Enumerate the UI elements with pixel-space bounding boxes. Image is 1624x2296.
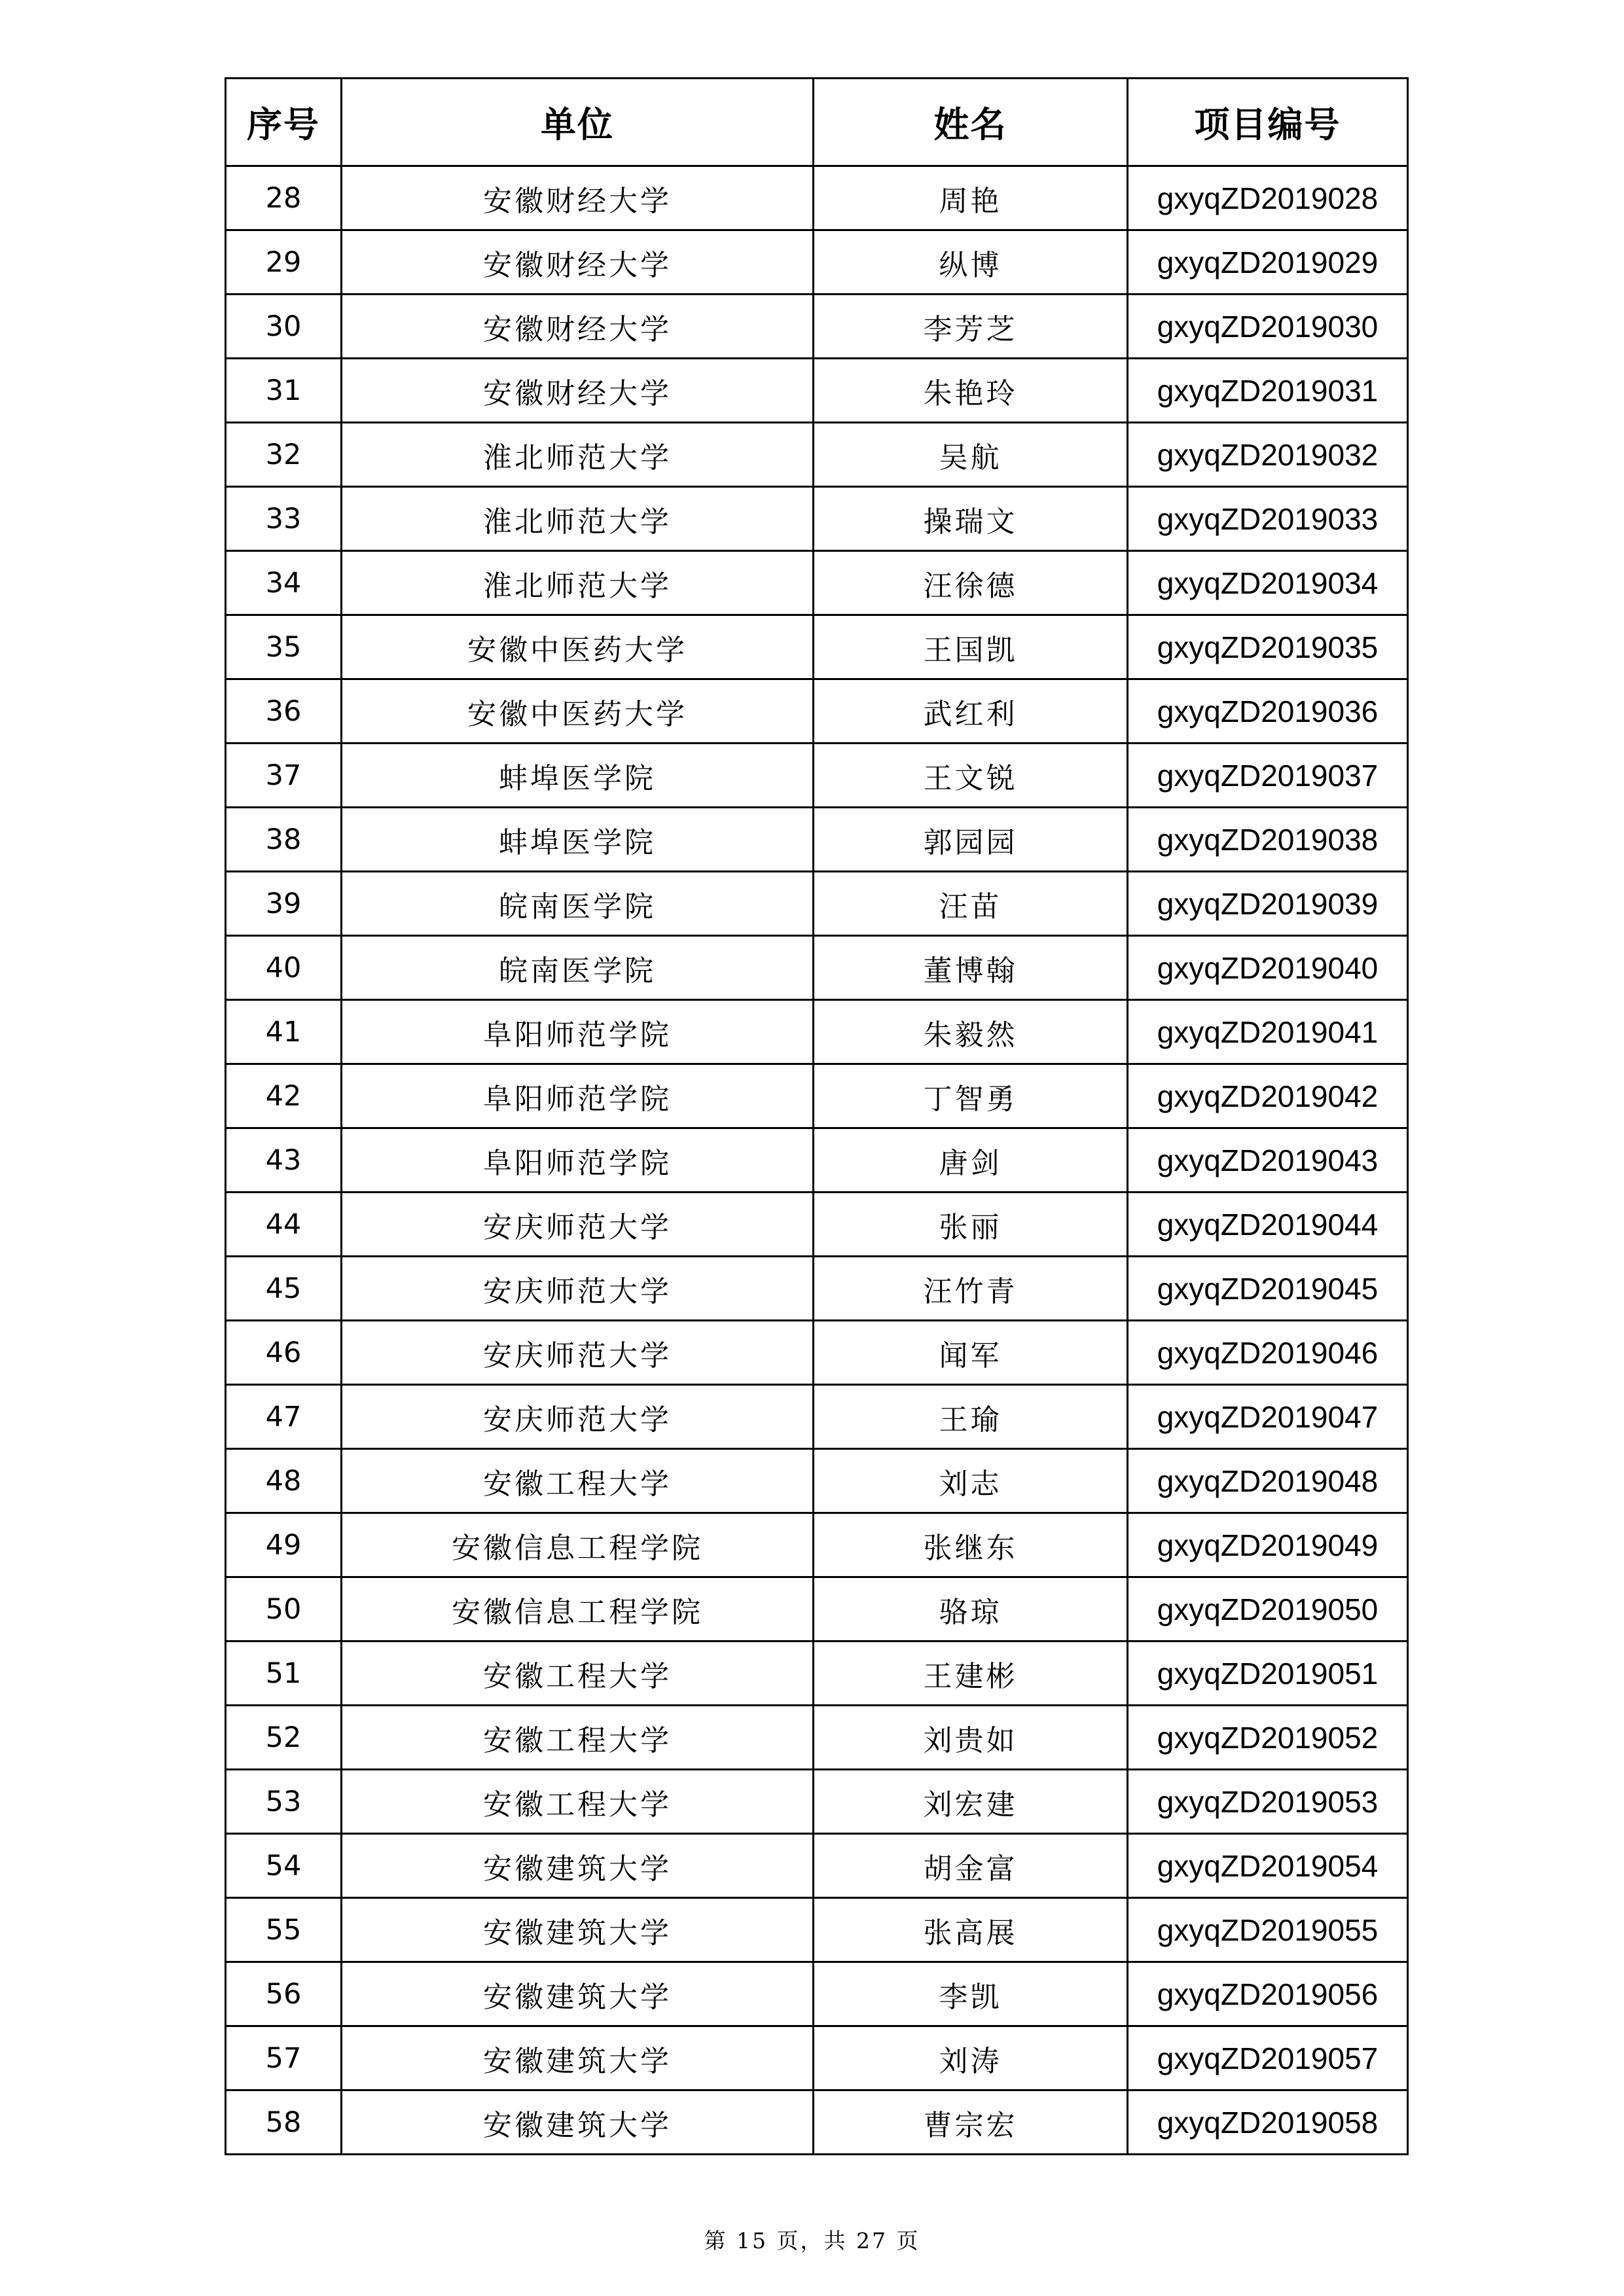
cell-code: gxyqZD2019051 xyxy=(1128,1641,1408,1706)
cell-name: 纵博 xyxy=(814,230,1128,295)
cell-seq: 52 xyxy=(226,1706,342,1770)
cell-unit: 安徽建筑大学 xyxy=(342,2090,814,2155)
page-number-footer: 第 15 页，共 27 页 xyxy=(704,2228,920,2253)
cell-name: 汪苗 xyxy=(814,872,1128,936)
cell-unit: 安徽中医药大学 xyxy=(342,615,814,679)
cell-unit: 蚌埠医学院 xyxy=(342,744,814,808)
cell-code: gxyqZD2019043 xyxy=(1128,1128,1408,1193)
cell-code: gxyqZD2019028 xyxy=(1128,166,1408,230)
header-seq: 序号 xyxy=(226,79,342,166)
cell-unit: 安徽中医药大学 xyxy=(342,679,814,744)
table-row xyxy=(226,1962,1408,2026)
table-row xyxy=(226,551,1408,615)
cell-name: 李芳芝 xyxy=(814,295,1128,359)
cell-seq: 35 xyxy=(226,615,342,679)
cell-seq: 44 xyxy=(226,1193,342,1257)
cell-unit: 安徽建筑大学 xyxy=(342,1962,814,2026)
table-row xyxy=(226,2090,1408,2155)
cell-seq: 49 xyxy=(226,1513,342,1577)
cell-seq: 42 xyxy=(226,1064,342,1128)
cell-seq: 58 xyxy=(226,2090,342,2155)
cell-seq: 31 xyxy=(226,359,342,423)
header-code: 项目编号 xyxy=(1128,79,1408,166)
table-row xyxy=(226,615,1408,679)
table-row xyxy=(226,1257,1408,1321)
table-row xyxy=(226,1513,1408,1577)
cell-seq: 50 xyxy=(226,1577,342,1641)
cell-unit: 皖南医学院 xyxy=(342,872,814,936)
cell-code: gxyqZD2019037 xyxy=(1128,744,1408,808)
cell-code: gxyqZD2019050 xyxy=(1128,1577,1408,1641)
header-name: 姓名 xyxy=(814,79,1128,166)
cell-code: gxyqZD2019047 xyxy=(1128,1385,1408,1449)
table-row xyxy=(226,295,1408,359)
table-row xyxy=(226,1641,1408,1706)
cell-code: gxyqZD2019045 xyxy=(1128,1257,1408,1321)
cell-name: 汪竹青 xyxy=(814,1257,1128,1321)
table-row xyxy=(226,744,1408,808)
cell-code: gxyqZD2019029 xyxy=(1128,230,1408,295)
cell-code: gxyqZD2019044 xyxy=(1128,1193,1408,1257)
table-row xyxy=(226,1064,1408,1128)
cell-name: 张高展 xyxy=(814,1898,1128,1962)
cell-seq: 33 xyxy=(226,487,342,551)
cell-name: 董博翰 xyxy=(814,936,1128,1000)
cell-unit: 淮北师范大学 xyxy=(342,423,814,487)
cell-code: gxyqZD2019053 xyxy=(1128,1770,1408,1834)
table-row xyxy=(226,1834,1408,1898)
cell-code: gxyqZD2019052 xyxy=(1128,1706,1408,1770)
cell-unit: 安庆师范大学 xyxy=(342,1257,814,1321)
table-row xyxy=(226,1321,1408,1385)
cell-name: 吴航 xyxy=(814,423,1128,487)
cell-code: gxyqZD2019040 xyxy=(1128,936,1408,1000)
table-body xyxy=(226,166,1408,2155)
table-row xyxy=(226,936,1408,1000)
table-row xyxy=(226,1449,1408,1513)
cell-code: gxyqZD2019055 xyxy=(1128,1898,1408,1962)
cell-seq: 43 xyxy=(226,1128,342,1193)
table-row xyxy=(226,1128,1408,1193)
table-row xyxy=(226,166,1408,230)
cell-name: 刘涛 xyxy=(814,2026,1128,2090)
cell-seq: 53 xyxy=(226,1770,342,1834)
cell-code: gxyqZD2019038 xyxy=(1128,808,1408,872)
cell-name: 王文锐 xyxy=(814,744,1128,808)
cell-unit: 安徽财经大学 xyxy=(342,295,814,359)
cell-code: gxyqZD2019036 xyxy=(1128,679,1408,744)
cell-seq: 51 xyxy=(226,1641,342,1706)
cell-code: gxyqZD2019058 xyxy=(1128,2090,1408,2155)
cell-unit: 阜阳师范学院 xyxy=(342,1128,814,1193)
cell-code: gxyqZD2019032 xyxy=(1128,423,1408,487)
cell-code: gxyqZD2019039 xyxy=(1128,872,1408,936)
cell-code: gxyqZD2019046 xyxy=(1128,1321,1408,1385)
cell-seq: 39 xyxy=(226,872,342,936)
cell-unit: 阜阳师范学院 xyxy=(342,1064,814,1128)
cell-name: 操瑞文 xyxy=(814,487,1128,551)
cell-unit: 安徽建筑大学 xyxy=(342,1834,814,1898)
cell-seq: 40 xyxy=(226,936,342,1000)
table-row xyxy=(226,1770,1408,1834)
cell-name: 王建彬 xyxy=(814,1641,1128,1706)
cell-seq: 46 xyxy=(226,1321,342,1385)
table-row xyxy=(226,230,1408,295)
project-list-table xyxy=(225,77,1409,2155)
cell-unit: 安徽工程大学 xyxy=(342,1706,814,1770)
table-row xyxy=(226,872,1408,936)
cell-unit: 安徽工程大学 xyxy=(342,1641,814,1706)
cell-unit: 安徽信息工程学院 xyxy=(342,1577,814,1641)
cell-name: 朱毅然 xyxy=(814,1000,1128,1064)
table-row xyxy=(226,487,1408,551)
cell-seq: 30 xyxy=(226,295,342,359)
cell-code: gxyqZD2019056 xyxy=(1128,1962,1408,2026)
cell-seq: 57 xyxy=(226,2026,342,2090)
cell-code: gxyqZD2019033 xyxy=(1128,487,1408,551)
cell-name: 周艳 xyxy=(814,166,1128,230)
cell-unit: 安徽建筑大学 xyxy=(342,1898,814,1962)
cell-name: 汪徐德 xyxy=(814,551,1128,615)
cell-name: 刘宏建 xyxy=(814,1770,1128,1834)
table-row xyxy=(226,1193,1408,1257)
cell-seq: 38 xyxy=(226,808,342,872)
cell-unit: 皖南医学院 xyxy=(342,936,814,1000)
cell-unit: 淮北师范大学 xyxy=(342,487,814,551)
cell-name: 唐剑 xyxy=(814,1128,1128,1193)
cell-name: 刘贵如 xyxy=(814,1706,1128,1770)
cell-unit: 安徽财经大学 xyxy=(342,166,814,230)
cell-name: 武红利 xyxy=(814,679,1128,744)
cell-seq: 34 xyxy=(226,551,342,615)
cell-seq: 36 xyxy=(226,679,342,744)
cell-unit: 安徽财经大学 xyxy=(342,359,814,423)
cell-code: gxyqZD2019030 xyxy=(1128,295,1408,359)
cell-name: 丁智勇 xyxy=(814,1064,1128,1128)
cell-code: gxyqZD2019049 xyxy=(1128,1513,1408,1577)
cell-seq: 32 xyxy=(226,423,342,487)
cell-code: gxyqZD2019054 xyxy=(1128,1834,1408,1898)
cell-code: gxyqZD2019031 xyxy=(1128,359,1408,423)
cell-name: 骆琼 xyxy=(814,1577,1128,1641)
table-row xyxy=(226,2026,1408,2090)
cell-unit: 安徽信息工程学院 xyxy=(342,1513,814,1577)
cell-name: 郭园园 xyxy=(814,808,1128,872)
cell-unit: 蚌埠医学院 xyxy=(342,808,814,872)
table-row xyxy=(226,1706,1408,1770)
table-row xyxy=(226,1000,1408,1064)
table-row xyxy=(226,423,1408,487)
cell-name: 王国凯 xyxy=(814,615,1128,679)
table-row xyxy=(226,1577,1408,1641)
table-row xyxy=(226,1898,1408,1962)
cell-seq: 28 xyxy=(226,166,342,230)
cell-seq: 29 xyxy=(226,230,342,295)
cell-seq: 48 xyxy=(226,1449,342,1513)
table-row xyxy=(226,808,1408,872)
cell-name: 朱艳玲 xyxy=(814,359,1128,423)
cell-name: 王瑜 xyxy=(814,1385,1128,1449)
cell-seq: 45 xyxy=(226,1257,342,1321)
cell-code: gxyqZD2019048 xyxy=(1128,1449,1408,1513)
cell-name: 张继东 xyxy=(814,1513,1128,1577)
cell-code: gxyqZD2019035 xyxy=(1128,615,1408,679)
table-row xyxy=(226,679,1408,744)
cell-name: 曹宗宏 xyxy=(814,2090,1128,2155)
cell-code: gxyqZD2019042 xyxy=(1128,1064,1408,1128)
cell-code: gxyqZD2019057 xyxy=(1128,2026,1408,2090)
cell-unit: 安庆师范大学 xyxy=(342,1321,814,1385)
cell-seq: 55 xyxy=(226,1898,342,1962)
cell-code: gxyqZD2019041 xyxy=(1128,1000,1408,1064)
cell-name: 李凯 xyxy=(814,1962,1128,2026)
cell-seq: 41 xyxy=(226,1000,342,1064)
cell-seq: 47 xyxy=(226,1385,342,1449)
cell-seq: 56 xyxy=(226,1962,342,2026)
cell-name: 闻军 xyxy=(814,1321,1128,1385)
cell-unit: 阜阳师范学院 xyxy=(342,1000,814,1064)
header-unit: 单位 xyxy=(342,79,814,166)
cell-name: 张丽 xyxy=(814,1193,1128,1257)
cell-name: 胡金富 xyxy=(814,1834,1128,1898)
table-row xyxy=(226,359,1408,423)
cell-seq: 37 xyxy=(226,744,342,808)
cell-unit: 安徽工程大学 xyxy=(342,1770,814,1834)
table-row xyxy=(226,1385,1408,1449)
table-header-row xyxy=(226,79,1408,166)
cell-unit: 淮北师范大学 xyxy=(342,551,814,615)
cell-name: 刘志 xyxy=(814,1449,1128,1513)
cell-unit: 安徽工程大学 xyxy=(342,1449,814,1513)
cell-unit: 安庆师范大学 xyxy=(342,1385,814,1449)
cell-unit: 安庆师范大学 xyxy=(342,1193,814,1257)
cell-seq: 54 xyxy=(226,1834,342,1898)
cell-code: gxyqZD2019034 xyxy=(1128,551,1408,615)
cell-unit: 安徽财经大学 xyxy=(342,230,814,295)
cell-unit: 安徽建筑大学 xyxy=(342,2026,814,2090)
